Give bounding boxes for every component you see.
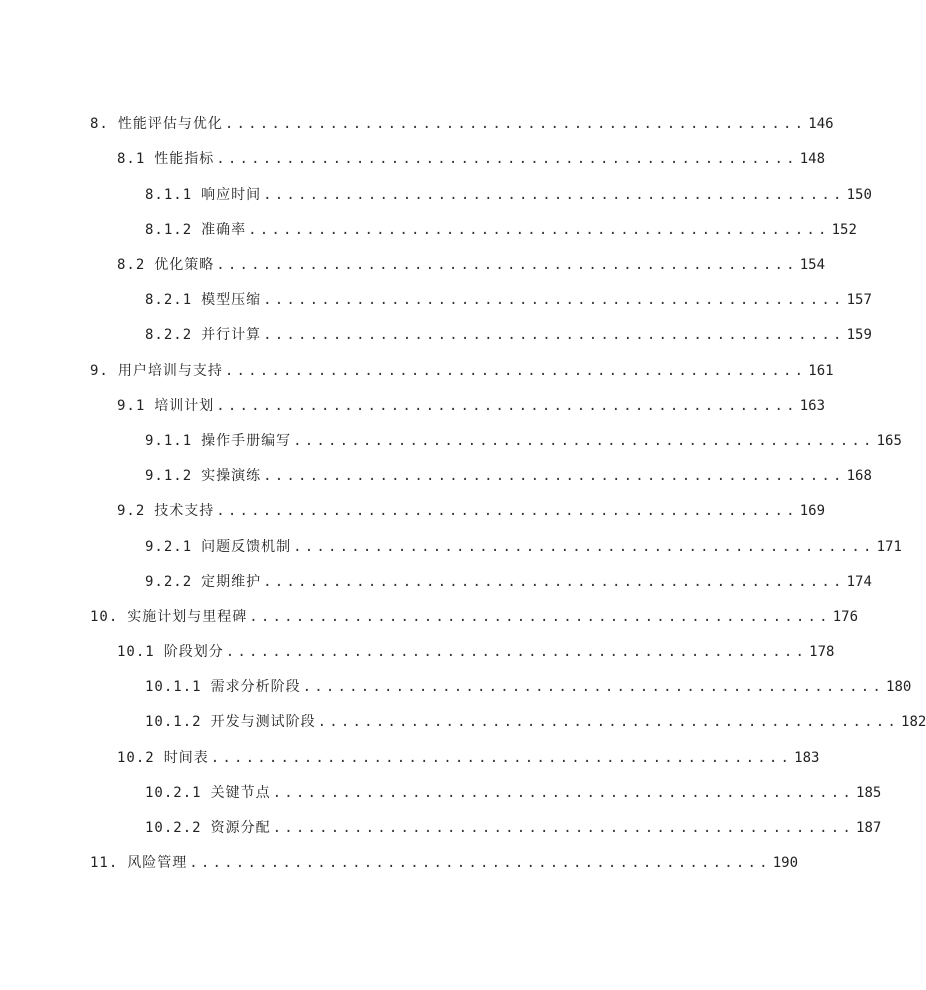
toc-entry[interactable] <box>145 184 872 206</box>
toc-title: 培训计划 <box>154 398 215 414</box>
toc-entry[interactable] <box>117 148 826 170</box>
toc-title: 资源分配 <box>210 820 271 836</box>
toc-entry[interactable] <box>90 360 834 382</box>
toc-leader: .................................................. <box>263 327 845 343</box>
toc-leader: .................................................. <box>293 433 875 449</box>
toc-number: 9.2.1 <box>145 539 193 555</box>
toc-entry[interactable] <box>145 465 872 487</box>
toc-number: 9.2.2 <box>145 574 193 590</box>
toc-page: 150 <box>846 187 872 203</box>
toc-page: 176 <box>832 609 859 625</box>
toc-number: 10.1.2 <box>145 714 202 730</box>
toc-leader: .................................................. <box>272 785 855 801</box>
toc-entry[interactable] <box>145 536 902 558</box>
toc-leader: .................................................. <box>216 398 798 414</box>
toc-page: 154 <box>799 257 826 273</box>
toc-number: 8.2 <box>117 257 146 273</box>
toc-entry[interactable] <box>117 254 826 276</box>
toc-leader: .................................................. <box>249 609 831 625</box>
toc-title: 需求分析阶段 <box>210 679 301 695</box>
toc-page: 169 <box>799 503 826 519</box>
toc-leader: .................................................. <box>302 679 885 695</box>
toc-page: 178 <box>809 644 835 660</box>
toc-number: 8.1.1 <box>145 187 193 203</box>
toc-leader: .................................................. <box>317 714 900 730</box>
toc-number: 10.2 <box>117 750 155 766</box>
toc-title: 风险管理 <box>127 855 188 871</box>
toc-entry[interactable] <box>145 817 882 839</box>
toc-title: 模型压缩 <box>201 292 262 308</box>
toc-title: 问题反馈机制 <box>201 539 292 555</box>
toc-page: 146 <box>808 116 834 132</box>
toc-page: 157 <box>846 292 872 308</box>
toc-leader: .................................................. <box>216 257 798 273</box>
toc-page: 190 <box>772 855 799 871</box>
toc-entry[interactable] <box>90 852 799 874</box>
toc-title: 定期维护 <box>201 574 262 590</box>
toc-number: 10.2.1 <box>145 785 202 801</box>
toc-title: 技术支持 <box>154 503 215 519</box>
toc-entry[interactable] <box>145 676 912 698</box>
toc-page: 163 <box>799 398 826 414</box>
toc-entry[interactable] <box>145 219 857 241</box>
toc-title: 实施计划与里程碑 <box>127 609 248 625</box>
toc-leader: .................................................. <box>210 750 793 766</box>
toc-number: 9.1.2 <box>145 468 193 484</box>
toc-number: 10.2.2 <box>145 820 202 836</box>
toc-leader: .................................................. <box>216 503 798 519</box>
toc-number: 10.1 <box>117 644 155 660</box>
toc-title: 开发与测试阶段 <box>210 714 316 730</box>
toc-page: 152 <box>831 222 857 238</box>
toc-entry[interactable] <box>145 571 872 593</box>
toc-title: 并行计算 <box>201 327 262 343</box>
toc-leader: .................................................. <box>293 539 875 555</box>
toc-entry[interactable] <box>145 711 926 733</box>
toc-leader: .................................................. <box>224 116 807 132</box>
toc-leader: .................................................. <box>272 820 855 836</box>
toc-page: 168 <box>846 468 872 484</box>
toc-entry[interactable] <box>117 747 820 769</box>
toc-page: 183 <box>794 750 820 766</box>
toc-leader: .................................................. <box>263 574 845 590</box>
toc-number: 8.1.2 <box>145 222 193 238</box>
toc-number: 9. <box>90 363 109 379</box>
toc-title: 实操演练 <box>201 468 262 484</box>
toc-leader: .................................................. <box>263 292 845 308</box>
toc-leader: .................................................. <box>263 468 845 484</box>
toc-number: 9.2 <box>117 503 146 519</box>
toc-entry[interactable] <box>117 641 835 663</box>
toc-page: 182 <box>901 714 926 730</box>
toc-title: 时间表 <box>163 750 209 766</box>
toc-page: 171 <box>876 539 902 555</box>
toc-entry[interactable] <box>90 606 859 628</box>
toc-leader: .................................................. <box>248 222 830 238</box>
toc-page: 180 <box>886 679 912 695</box>
toc-title: 性能评估与优化 <box>117 116 223 132</box>
toc-entry[interactable] <box>145 324 872 346</box>
toc-page: 161 <box>808 363 834 379</box>
toc-number: 8. <box>90 116 109 132</box>
toc-number: 11. <box>90 855 119 871</box>
toc-entry[interactable] <box>117 500 826 522</box>
toc-title: 准确率 <box>201 222 247 238</box>
toc-entry[interactable] <box>117 395 826 417</box>
toc-number: 9.1 <box>117 398 146 414</box>
toc-page: 174 <box>846 574 872 590</box>
toc-title: 用户培训与支持 <box>117 363 223 379</box>
toc-page: 165 <box>876 433 902 449</box>
toc-leader: .................................................. <box>224 363 807 379</box>
toc-title: 性能指标 <box>154 151 215 167</box>
toc-title: 阶段划分 <box>163 644 224 660</box>
toc-page: 185 <box>856 785 882 801</box>
toc-leader: .................................................. <box>216 151 798 167</box>
toc-entry[interactable] <box>90 113 834 135</box>
toc-number: 10. <box>90 609 119 625</box>
toc-leader: .................................................. <box>263 187 845 203</box>
toc-page: 159 <box>846 327 872 343</box>
toc-page: 148 <box>799 151 826 167</box>
toc-number: 9.1.1 <box>145 433 193 449</box>
toc-number: 8.2.1 <box>145 292 193 308</box>
toc-number: 8.2.2 <box>145 327 193 343</box>
toc-title: 关键节点 <box>210 785 271 801</box>
toc-number: 10.1.1 <box>145 679 202 695</box>
toc-entry[interactable] <box>145 289 872 311</box>
toc-entry[interactable] <box>145 430 902 452</box>
toc-leader: .................................................. <box>189 855 771 871</box>
toc-title: 响应时间 <box>201 187 262 203</box>
toc-leader: .................................................. <box>225 644 808 660</box>
toc-title: 优化策略 <box>154 257 215 273</box>
toc-page: 187 <box>856 820 882 836</box>
toc-number: 8.1 <box>117 151 146 167</box>
toc-title: 操作手册编写 <box>201 433 292 449</box>
toc-entry[interactable] <box>145 782 882 804</box>
